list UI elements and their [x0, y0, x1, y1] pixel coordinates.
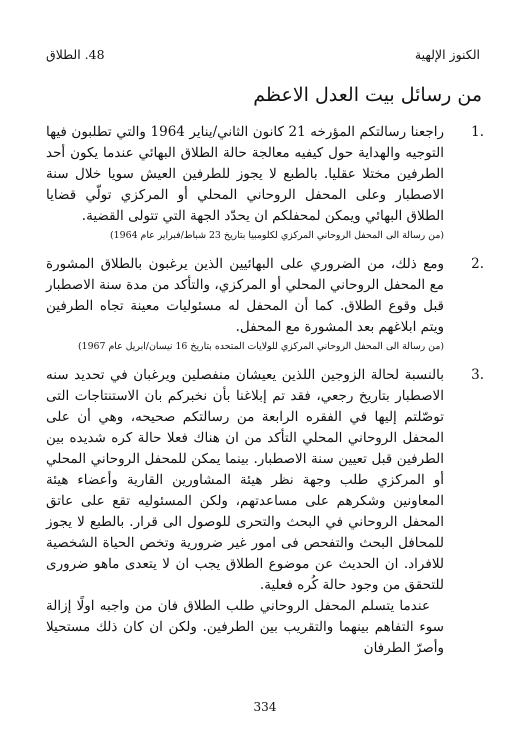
item-paragraph: بالنسبة لحالة الزوجين اللذين يعيشان منفصلين ويرغبان في تحديد سنه الاصطبار بتاريخ رجعي، فقد تم إبلاغنا بأن نخبركم بان الاستنتاجات التى توصّلتم إليها في الفقره الرابعة من رسالتكم صحيحه، وهي أن على المحفل الروحاني المحلي التأكد من ان هناك فعلا حالة كره شديده بين الطرفين قبل تعيين سنة الاصطبار. بينما يمكن للمحفل الروحاني المحلي أو المركزي طلب وجهة نظر هيئة المشاورين القارية وأعضاء هيئة المعاونين وشكرهم على مساعدتهم، ولكن المسئوليه تقع على عاتق المحفل الروحاني في البحث والتحرى للوصول الى قرار. بالطبع لا يجوز للمحافل البحث والتفحص فى امور غير ضرورية وتخص الحياة الشخصية للافراد. ان الحديث عن موضوع الطلاق يجب ان لا يتعدى ماهو ضرورى للتحقق من وجود حالة كُره فعلية. — [46, 367, 444, 593]
running-header — [46, 44, 480, 64]
chapter-title: 48. الطلاق — [46, 46, 105, 62]
section-title: من رسائل بيت العدل الاعظم — [253, 84, 482, 106]
item-source-citation: (من رسالة الى المحفل الروحاني المركزي للولايات المتحده بتاريخ 16 نيسان/ابريل عام 1967) — [77, 341, 444, 352]
item-paragraph: راجعنا رسالتكم المؤرخه 21 كانون الثاني/يناير 1964 والتي تطلبون فيها التوجيه والهداية حول كيفيه معالجة حالة الطلاق البهائي عندما يكون أحد الطرفين مختلا عقليا. بالطبع لا يجوز للطرفين العيش سويا خلال سنة الاصطبار وعلى المحفل الروحاني المحلي أو المركزي تولّي قضايا الطلاق البهائي ويمكن لمحفلكم ان يحدّد الجهة التي تتولى القضية. — [46, 124, 444, 224]
list-item — [46, 122, 484, 243]
item-paragraph: عندما يتسلم المحفل الروحاني طلب الطلاق فان من واجبه اولًا إزالة سوء التفاهم بينهما والتقريب بين الطرفين. ولكن ان كان ذلك مستحيلا وأصرّ الطرفان — [46, 598, 444, 656]
item-source-citation: (من رسالة الى المحفل الروحاني المركزي لكلومبيا بتاريخ 23 شباط/فبراير عام 1964) — [110, 230, 444, 241]
list-item — [46, 254, 484, 354]
page-number: 334 — [253, 700, 277, 714]
list-item — [46, 365, 484, 659]
item-paragraph: ومع ذلك، من الضروري على البهائيين الذين يرغبون بالطلاق المشورة مع المحفل الروحاني المحلي أو المركزي، والتأكد من مدة سنة الاصطبار قبل وقوع الطلاق. كما أن المحفل له مسئوليات معينة تجاه الطرفين ويتم ابلاغهم بعد المشورة مع المحفل. — [46, 256, 444, 335]
item-number: 1. — [471, 124, 484, 140]
item-number: 3. — [471, 367, 484, 383]
item-number: 2. — [471, 256, 484, 272]
book-title: الكنوز الإلهية — [414, 46, 480, 62]
numbered-items — [46, 122, 484, 670]
